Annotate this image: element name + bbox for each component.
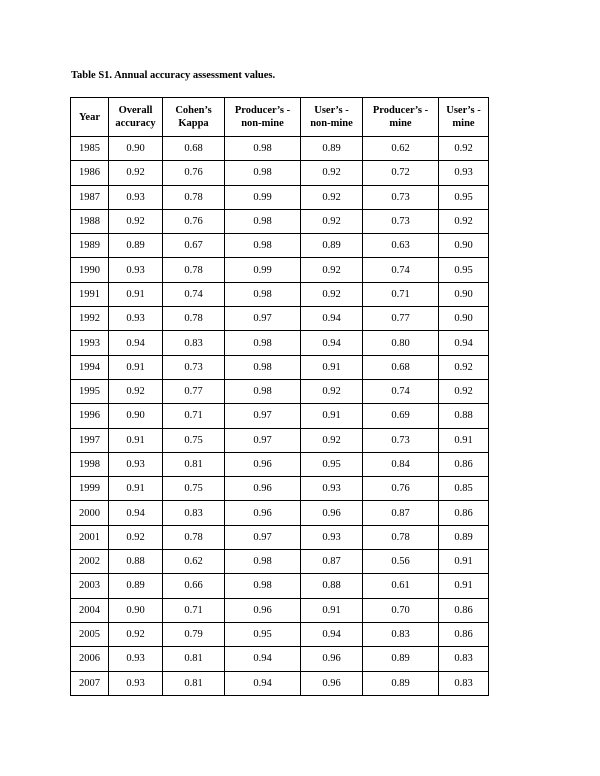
cell-users-non-mine: 0.88: [301, 574, 363, 598]
cell-users-non-mine: 0.92: [301, 428, 363, 452]
cell-producers-non-mine: 0.98: [225, 331, 301, 355]
cell-producers-mine: 0.78: [363, 525, 439, 549]
table-row: [71, 137, 489, 161]
cell-cohens-kappa: 0.81: [163, 647, 225, 671]
cell-overall-accuracy: 0.93: [109, 647, 163, 671]
cell-cohens-kappa: 0.62: [163, 550, 225, 574]
header-year: Year: [71, 98, 109, 137]
cell-users-non-mine: 0.91: [301, 355, 363, 379]
cell-producers-non-mine: 0.94: [225, 647, 301, 671]
cell-producers-mine: 0.74: [363, 258, 439, 282]
cell-cohens-kappa: 0.81: [163, 671, 225, 695]
table-caption: Table S1. Annual accuracy assessment values.: [71, 70, 276, 81]
cell-cohens-kappa: 0.76: [163, 161, 225, 185]
table-row: [71, 598, 489, 622]
cell-cohens-kappa: 0.78: [163, 307, 225, 331]
cell-year: 2001: [71, 525, 109, 549]
table-row: [71, 501, 489, 525]
cell-users-mine: 0.95: [439, 258, 489, 282]
cell-producers-non-mine: 0.98: [225, 282, 301, 306]
header-producers-non-mine: Producer’s - non-mine: [225, 98, 301, 137]
cell-producers-non-mine: 0.98: [225, 161, 301, 185]
cell-users-non-mine: 0.87: [301, 550, 363, 574]
cell-overall-accuracy: 0.93: [109, 307, 163, 331]
cell-users-mine: 0.94: [439, 331, 489, 355]
cell-producers-non-mine: 0.98: [225, 550, 301, 574]
cell-users-non-mine: 0.92: [301, 282, 363, 306]
cell-overall-accuracy: 0.92: [109, 525, 163, 549]
cell-cohens-kappa: 0.74: [163, 282, 225, 306]
cell-overall-accuracy: 0.94: [109, 501, 163, 525]
cell-year: 2005: [71, 622, 109, 646]
cell-producers-non-mine: 0.97: [225, 307, 301, 331]
cell-producers-mine: 0.89: [363, 671, 439, 695]
cell-producers-mine: 0.56: [363, 550, 439, 574]
table-row: [71, 477, 489, 501]
cell-producers-mine: 0.73: [363, 428, 439, 452]
cell-producers-non-mine: 0.96: [225, 501, 301, 525]
cell-users-non-mine: 0.94: [301, 331, 363, 355]
cell-cohens-kappa: 0.78: [163, 185, 225, 209]
cell-year: 1989: [71, 234, 109, 258]
cell-cohens-kappa: 0.68: [163, 137, 225, 161]
cell-overall-accuracy: 0.92: [109, 161, 163, 185]
cell-year: 1995: [71, 379, 109, 403]
cell-year: 2000: [71, 501, 109, 525]
table-row: [71, 282, 489, 306]
cell-producers-mine: 0.70: [363, 598, 439, 622]
cell-cohens-kappa: 0.75: [163, 428, 225, 452]
cell-year: 2007: [71, 671, 109, 695]
cell-users-non-mine: 0.92: [301, 161, 363, 185]
cell-overall-accuracy: 0.91: [109, 477, 163, 501]
cell-users-mine: 0.90: [439, 307, 489, 331]
table-row: [71, 525, 489, 549]
cell-overall-accuracy: 0.92: [109, 622, 163, 646]
cell-users-non-mine: 0.96: [301, 647, 363, 671]
cell-producers-non-mine: 0.96: [225, 452, 301, 476]
cell-cohens-kappa: 0.71: [163, 404, 225, 428]
cell-overall-accuracy: 0.93: [109, 185, 163, 209]
cell-users-mine: 0.92: [439, 209, 489, 233]
cell-users-non-mine: 0.92: [301, 185, 363, 209]
cell-producers-mine: 0.89: [363, 647, 439, 671]
table-row: [71, 671, 489, 695]
cell-users-mine: 0.89: [439, 525, 489, 549]
cell-overall-accuracy: 0.89: [109, 234, 163, 258]
cell-cohens-kappa: 0.79: [163, 622, 225, 646]
cell-users-non-mine: 0.92: [301, 258, 363, 282]
cell-producers-mine: 0.71: [363, 282, 439, 306]
cell-overall-accuracy: 0.90: [109, 598, 163, 622]
table-row: [71, 452, 489, 476]
cell-overall-accuracy: 0.91: [109, 282, 163, 306]
cell-cohens-kappa: 0.81: [163, 452, 225, 476]
cell-users-mine: 0.83: [439, 671, 489, 695]
cell-users-mine: 0.91: [439, 550, 489, 574]
cell-users-non-mine: 0.96: [301, 501, 363, 525]
cell-year: 2006: [71, 647, 109, 671]
table-header: [71, 98, 489, 137]
cell-users-mine: 0.86: [439, 598, 489, 622]
cell-users-mine: 0.92: [439, 355, 489, 379]
cell-producers-non-mine: 0.98: [225, 209, 301, 233]
cell-producers-non-mine: 0.98: [225, 234, 301, 258]
cell-year: 1985: [71, 137, 109, 161]
cell-users-non-mine: 0.89: [301, 137, 363, 161]
cell-users-mine: 0.91: [439, 574, 489, 598]
table-row: [71, 331, 489, 355]
cell-overall-accuracy: 0.91: [109, 428, 163, 452]
cell-users-mine: 0.91: [439, 428, 489, 452]
table-row: [71, 428, 489, 452]
cell-overall-accuracy: 0.88: [109, 550, 163, 574]
cell-producers-mine: 0.80: [363, 331, 439, 355]
header-overall-accuracy: Overall accuracy: [109, 98, 163, 137]
cell-producers-mine: 0.68: [363, 355, 439, 379]
header-row: [71, 98, 489, 137]
cell-producers-non-mine: 0.98: [225, 355, 301, 379]
cell-cohens-kappa: 0.78: [163, 525, 225, 549]
table-row: [71, 234, 489, 258]
cell-cohens-kappa: 0.83: [163, 331, 225, 355]
cell-year: 1986: [71, 161, 109, 185]
cell-users-mine: 0.86: [439, 452, 489, 476]
header-cohens-kappa: Cohen’s Kappa: [163, 98, 225, 137]
cell-users-mine: 0.92: [439, 379, 489, 403]
cell-cohens-kappa: 0.73: [163, 355, 225, 379]
cell-producers-non-mine: 0.96: [225, 598, 301, 622]
cell-users-non-mine: 0.91: [301, 404, 363, 428]
accuracy-table: [70, 97, 489, 696]
cell-year: 2004: [71, 598, 109, 622]
cell-producers-non-mine: 0.97: [225, 404, 301, 428]
cell-year: 1996: [71, 404, 109, 428]
cell-year: 1997: [71, 428, 109, 452]
cell-producers-mine: 0.84: [363, 452, 439, 476]
cell-year: 1998: [71, 452, 109, 476]
cell-overall-accuracy: 0.94: [109, 331, 163, 355]
cell-overall-accuracy: 0.93: [109, 452, 163, 476]
cell-producers-mine: 0.77: [363, 307, 439, 331]
cell-users-mine: 0.88: [439, 404, 489, 428]
table-row: [71, 258, 489, 282]
cell-overall-accuracy: 0.89: [109, 574, 163, 598]
cell-users-non-mine: 0.91: [301, 598, 363, 622]
table-row: [71, 307, 489, 331]
cell-producers-non-mine: 0.99: [225, 185, 301, 209]
cell-cohens-kappa: 0.76: [163, 209, 225, 233]
cell-producers-mine: 0.61: [363, 574, 439, 598]
cell-year: 1988: [71, 209, 109, 233]
cell-producers-mine: 0.74: [363, 379, 439, 403]
cell-users-mine: 0.90: [439, 282, 489, 306]
cell-overall-accuracy: 0.93: [109, 671, 163, 695]
table-row: [71, 185, 489, 209]
header-users-mine: User’s - mine: [439, 98, 489, 137]
cell-users-non-mine: 0.94: [301, 307, 363, 331]
cell-producers-non-mine: 0.98: [225, 137, 301, 161]
cell-year: 2003: [71, 574, 109, 598]
table-row: [71, 550, 489, 574]
cell-users-mine: 0.86: [439, 501, 489, 525]
cell-producers-mine: 0.63: [363, 234, 439, 258]
cell-users-non-mine: 0.95: [301, 452, 363, 476]
cell-year: 1990: [71, 258, 109, 282]
cell-users-mine: 0.85: [439, 477, 489, 501]
cell-overall-accuracy: 0.90: [109, 137, 163, 161]
cell-year: 1991: [71, 282, 109, 306]
cell-producers-mine: 0.76: [363, 477, 439, 501]
cell-cohens-kappa: 0.83: [163, 501, 225, 525]
cell-year: 1992: [71, 307, 109, 331]
cell-users-non-mine: 0.89: [301, 234, 363, 258]
table-body: [71, 137, 489, 696]
cell-users-non-mine: 0.93: [301, 525, 363, 549]
cell-users-non-mine: 0.92: [301, 209, 363, 233]
table-row: [71, 622, 489, 646]
cell-users-mine: 0.90: [439, 234, 489, 258]
header-users-non-mine: User’s - non-mine: [301, 98, 363, 137]
cell-overall-accuracy: 0.93: [109, 258, 163, 282]
cell-producers-non-mine: 0.97: [225, 525, 301, 549]
cell-cohens-kappa: 0.77: [163, 379, 225, 403]
cell-producers-mine: 0.69: [363, 404, 439, 428]
cell-users-non-mine: 0.92: [301, 379, 363, 403]
cell-producers-mine: 0.73: [363, 209, 439, 233]
cell-users-mine: 0.83: [439, 647, 489, 671]
table-row: [71, 404, 489, 428]
cell-producers-mine: 0.87: [363, 501, 439, 525]
cell-cohens-kappa: 0.75: [163, 477, 225, 501]
cell-overall-accuracy: 0.90: [109, 404, 163, 428]
cell-overall-accuracy: 0.92: [109, 209, 163, 233]
cell-year: 1994: [71, 355, 109, 379]
cell-users-mine: 0.93: [439, 161, 489, 185]
cell-producers-non-mine: 0.94: [225, 671, 301, 695]
cell-year: 1993: [71, 331, 109, 355]
table-row: [71, 379, 489, 403]
header-producers-mine: Producer’s - mine: [363, 98, 439, 137]
cell-producers-mine: 0.72: [363, 161, 439, 185]
cell-producers-mine: 0.62: [363, 137, 439, 161]
cell-producers-non-mine: 0.95: [225, 622, 301, 646]
cell-cohens-kappa: 0.71: [163, 598, 225, 622]
cell-overall-accuracy: 0.92: [109, 379, 163, 403]
cell-cohens-kappa: 0.66: [163, 574, 225, 598]
cell-year: 1987: [71, 185, 109, 209]
table-row: [71, 574, 489, 598]
cell-producers-non-mine: 0.98: [225, 574, 301, 598]
cell-year: 1999: [71, 477, 109, 501]
cell-cohens-kappa: 0.67: [163, 234, 225, 258]
cell-producers-non-mine: 0.98: [225, 379, 301, 403]
cell-users-non-mine: 0.96: [301, 671, 363, 695]
cell-users-mine: 0.92: [439, 137, 489, 161]
cell-year: 2002: [71, 550, 109, 574]
cell-users-non-mine: 0.93: [301, 477, 363, 501]
cell-producers-non-mine: 0.99: [225, 258, 301, 282]
table-row: [71, 209, 489, 233]
table-row: [71, 161, 489, 185]
cell-users-non-mine: 0.94: [301, 622, 363, 646]
cell-producers-non-mine: 0.96: [225, 477, 301, 501]
cell-producers-mine: 0.83: [363, 622, 439, 646]
cell-producers-non-mine: 0.97: [225, 428, 301, 452]
cell-users-mine: 0.95: [439, 185, 489, 209]
cell-overall-accuracy: 0.91: [109, 355, 163, 379]
table-row: [71, 355, 489, 379]
cell-producers-mine: 0.73: [363, 185, 439, 209]
cell-users-mine: 0.86: [439, 622, 489, 646]
table-row: [71, 647, 489, 671]
cell-cohens-kappa: 0.78: [163, 258, 225, 282]
